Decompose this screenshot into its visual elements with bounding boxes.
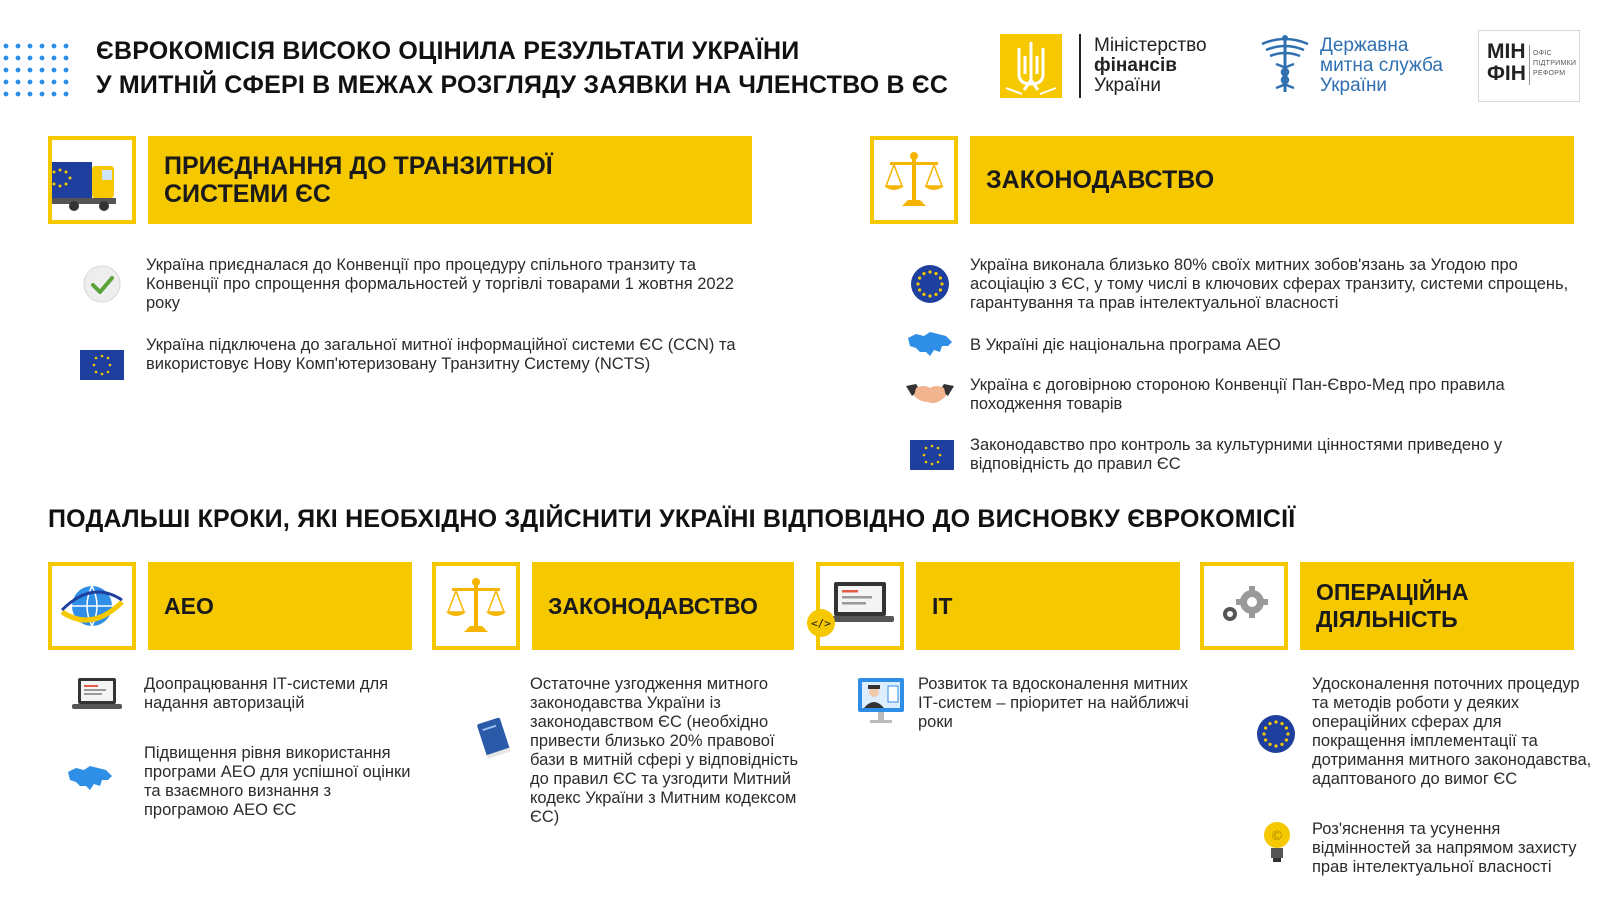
ops-heading-line2: ДІЯЛЬНІСТЬ <box>1316 606 1458 632</box>
aeo-heading: АЕО <box>164 592 214 619</box>
page-title-line2: У МИТНІЙ СФЕРІ В МЕЖАХ РОЗГЛЯДУ ЗАЯВКИ НА ЧЛЕНСТВО В ЄС <box>96 71 949 99</box>
reform-office-small1: ОФІС <box>1533 50 1552 57</box>
minfin-logo-text <box>1094 36 1207 96</box>
legislation-item-3: Україна є договірною стороною Конвенції Пан-Євро-Мед про правила походження товарів <box>970 376 1505 413</box>
aeo-heading-bar <box>148 562 412 650</box>
handshake-icon <box>906 380 954 410</box>
book-icon <box>474 716 514 762</box>
reform-office-small3: РЕФОРМ <box>1533 70 1566 77</box>
reform-office-big1: МІН <box>1487 40 1526 63</box>
laptop-icon <box>72 676 122 712</box>
scales-icon <box>874 140 954 220</box>
aeo-item-2: Підвищення рівня використання програми АЕО для успішної оцінки та взаємного визнання з програмою АЕО ЄС <box>144 744 411 819</box>
legislation-icon-box <box>870 136 958 224</box>
customs-logo-text <box>1320 36 1443 96</box>
customs-logo-line3: України <box>1320 75 1388 96</box>
ops-heading-bar <box>1300 562 1574 650</box>
ops-item-1: Удосконалення поточних процедур та методів роботи у деяких операційних сферах для покращення імплементації та дотримання митного законодавства, адаптованого до вимог ЄС <box>1312 675 1592 788</box>
legislation-item-1: Україна виконала близько 80% своїх митних зобов'язань за Угодою про асоціацію з ЄС, у тому числі в ключових сферах транзиту, системи спрощень, гарантування та прав інтелектуальної власності <box>970 256 1569 312</box>
ops-heading-line1: ОПЕРАЦІЙНА <box>1316 579 1469 605</box>
transit-item-2: Україна підключена до загальної митної інформаційної системи ЄС (CCN) та використовує Нову Комп'ютеризовану Транзитну Систему (NCTS) <box>146 336 736 373</box>
customs-logo-line2: митна служба <box>1320 55 1443 76</box>
scales-icon <box>436 566 516 646</box>
law-heading: ЗАКОНОДАВСТВО <box>548 592 758 619</box>
transit-heading-line2: СИСТЕМИ ЄС <box>164 180 331 208</box>
it-item-1: Розвиток та вдосконалення митних ІТ-систем – пріоритет на найближчі роки <box>918 675 1189 731</box>
it-heading: ІТ <box>932 592 953 619</box>
legislation-item-2: В Україні діє національна програма АЕО <box>970 336 1281 354</box>
reform-office-divider <box>1529 45 1530 85</box>
transit-heading-bar <box>148 136 752 224</box>
code-tag-icon <box>806 608 836 638</box>
page-title <box>96 34 948 102</box>
check-icon <box>82 264 122 304</box>
reform-office-logo <box>1478 30 1580 102</box>
reform-office-logo-small <box>1533 49 1576 79</box>
reform-office-small2: ПІДТРИМКИ <box>1533 60 1577 67</box>
svg-text:©: © <box>1270 829 1284 844</box>
customs-logo-line1: Державна <box>1320 35 1409 56</box>
ops-item-2: Роз'яснення та усунення відмінностей за напрямом захисту прав інтелектуальної власності <box>1312 820 1577 876</box>
transit-heading-line1: ПРИЄДНАННЯ ДО ТРАНЗИТНОЇ <box>164 152 553 180</box>
legislation-heading: ЗАКОНОДАВСТВО <box>986 166 1215 194</box>
transit-item-1: Україна приєдналася до Конвенції про процедуру спільного транзиту та Конвенції про спрощення формальностей у торгівлі товарами 1 жовтня 2022 року <box>146 256 734 312</box>
law-heading-bar <box>532 562 794 650</box>
lightbulb-icon <box>1262 820 1292 866</box>
ops-icon-box <box>1200 562 1288 650</box>
svg-text:</>: </> <box>811 617 831 630</box>
eu-flag-icon <box>910 440 954 470</box>
ukraine-map-icon <box>906 328 954 360</box>
logo-separator <box>1079 34 1081 98</box>
aeo-icon-box <box>48 562 136 650</box>
globe-icon <box>52 566 132 646</box>
page-title-line1: ЄВРОКОМІСІЯ ВИСОКО ОЦІНИЛА РЕЗУЛЬТАТИ УКРАЇНИ <box>96 37 800 65</box>
gears-icon <box>1204 566 1284 646</box>
reform-office-logo-big <box>1487 41 1526 85</box>
law-item-1: Остаточне узгодження митного законодавства України із законодавством ЄС (необхідно привести близько 20% правової бази в митній сфері у відповідність до правил ЄС та узгодити Митний кодекс України з Митним кодексом ЄС) <box>530 675 799 826</box>
eu-circle-icon <box>910 264 950 304</box>
law-icon-box <box>432 562 520 650</box>
next-steps-heading: ПОДАЛЬШІ КРОКИ, ЯКІ НЕОБХІДНО ЗДІЙСНИТИ УКРАЇНІ ВІДПОВІДНО ДО ВИСНОВКУ ЄВРОКОМІСІЇ <box>48 505 1296 533</box>
it-heading-bar <box>916 562 1180 650</box>
decorative-dot-grid <box>0 40 70 100</box>
minfin-trident-logo-icon <box>1000 34 1062 98</box>
minfin-logo-line1: Міністерство <box>1094 35 1207 56</box>
truck-eu-icon <box>52 140 132 220</box>
eu-flag-icon <box>80 350 124 380</box>
transit-icon-box <box>48 136 136 224</box>
monitor-officer-icon <box>856 676 906 726</box>
minfin-logo-line2: фінансів <box>1094 55 1177 76</box>
ops-heading <box>1316 579 1469 633</box>
minfin-logo-line3: України <box>1094 75 1162 96</box>
customs-caduceus-logo-icon <box>1258 30 1312 96</box>
transit-heading <box>164 152 553 208</box>
legislation-heading-bar <box>970 136 1574 224</box>
eu-circle-icon <box>1256 714 1296 754</box>
aeo-item-1: Доопрацювання ІТ-системи для надання авторизацій <box>144 675 389 712</box>
legislation-item-4: Законодавство про контроль за культурними цінностями приведено у відповідність до правил ЄС <box>970 436 1503 473</box>
reform-office-big2: ФІН <box>1487 62 1526 85</box>
ukraine-map-icon <box>66 762 114 794</box>
